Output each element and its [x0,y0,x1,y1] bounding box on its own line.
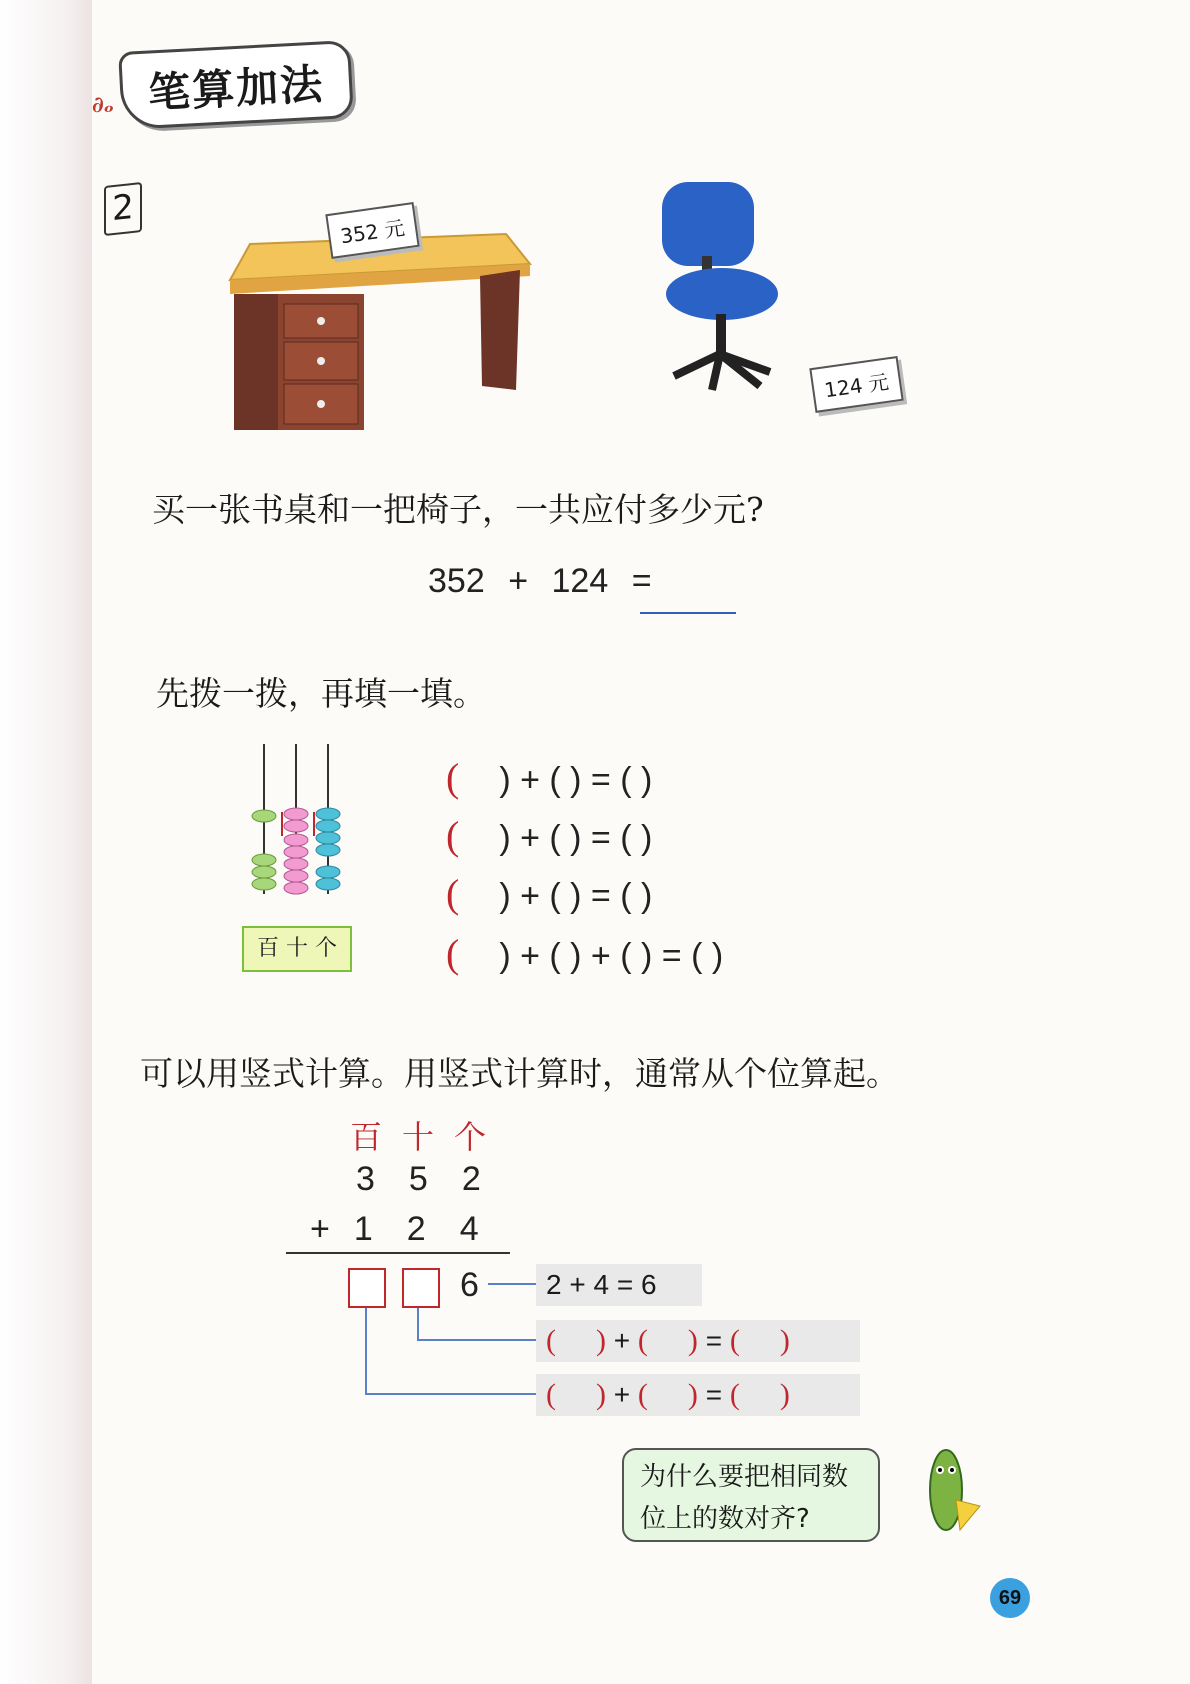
vertical-intro-text: 可以用竖式计算。用竖式计算时，通常从个位算起。 [140,1054,899,1093]
ones-step: 2 + 4 = 6 [536,1264,702,1306]
place-headers [350,1112,486,1158]
addend-a: 352 [428,562,485,600]
connector-lines [360,1280,540,1410]
fill-row-3-text: ) + ( ) = ( ) [499,877,653,915]
page-title: 笔算加法 [146,59,326,118]
answer-blank[interactable] [640,612,736,614]
top-addend [356,1160,481,1199]
fill-row-4[interactable]: ( ) + ( ) + ( ) = ( ) [446,931,724,976]
abacus-labels: 百 十 个 [242,926,352,972]
equals-sign: = [631,562,652,600]
tens-step[interactable]: ( ) + ( ) = ( ) [536,1320,860,1362]
abacus-image [240,744,360,924]
page-number: 69 [990,1578,1030,1618]
fill-row-4-text: ) + ( ) + ( ) = ( ) [499,937,724,975]
top-digit-hundreds: 3 [356,1160,375,1198]
bottom-digit-tens: 2 [406,1210,426,1248]
chair-price-tag: 124 元 [809,356,903,413]
header-tens: 十 [402,1118,435,1156]
fill-row-1-text: ) + ( ) = ( ) [499,761,653,799]
desk-price-tag: 352 元 [325,202,419,259]
fill-row-2[interactable]: ( ) + ( ) = ( ) [446,813,653,858]
question-text: 买一张书桌和一把椅子，一共应付多少元? [152,490,764,529]
header-ones: 个 [454,1118,487,1156]
header-hundreds: 百 [350,1118,383,1156]
bottom-digit-ones: 4 [459,1210,479,1248]
page-spine [0,0,92,1684]
title-decoration-icon: ∂ₒ [92,92,115,118]
equation [428,562,652,601]
example-number: 2 [104,182,142,236]
top-digit-tens: 5 [408,1160,428,1198]
chair-image [650,176,810,406]
ones-result: 6 [460,1266,479,1304]
fill-row-1[interactable]: ( ) + ( ) = ( ) [446,755,653,800]
fill-row-2-text: ) + ( ) = ( ) [499,819,653,857]
vertical-plus-sign: + [310,1210,330,1248]
bottom-addend [310,1210,479,1249]
top-digit-ones: 2 [461,1160,481,1198]
sum-line [286,1252,510,1254]
cucumber-mascot-icon [906,1440,986,1540]
hundreds-step[interactable]: ( ) + ( ) = ( ) [536,1374,860,1416]
fill-row-3[interactable]: ( ) + ( ) = ( ) [446,871,653,916]
addend-b: 124 [551,562,609,600]
speech-bubble-text: 为什么要把相同数位上的数对齐? [640,1462,849,1534]
instruction-text: 先拨一拨，再填一填。 [156,674,486,713]
bottom-digit-hundreds: 1 [353,1210,373,1248]
plus-sign: + [508,562,529,600]
